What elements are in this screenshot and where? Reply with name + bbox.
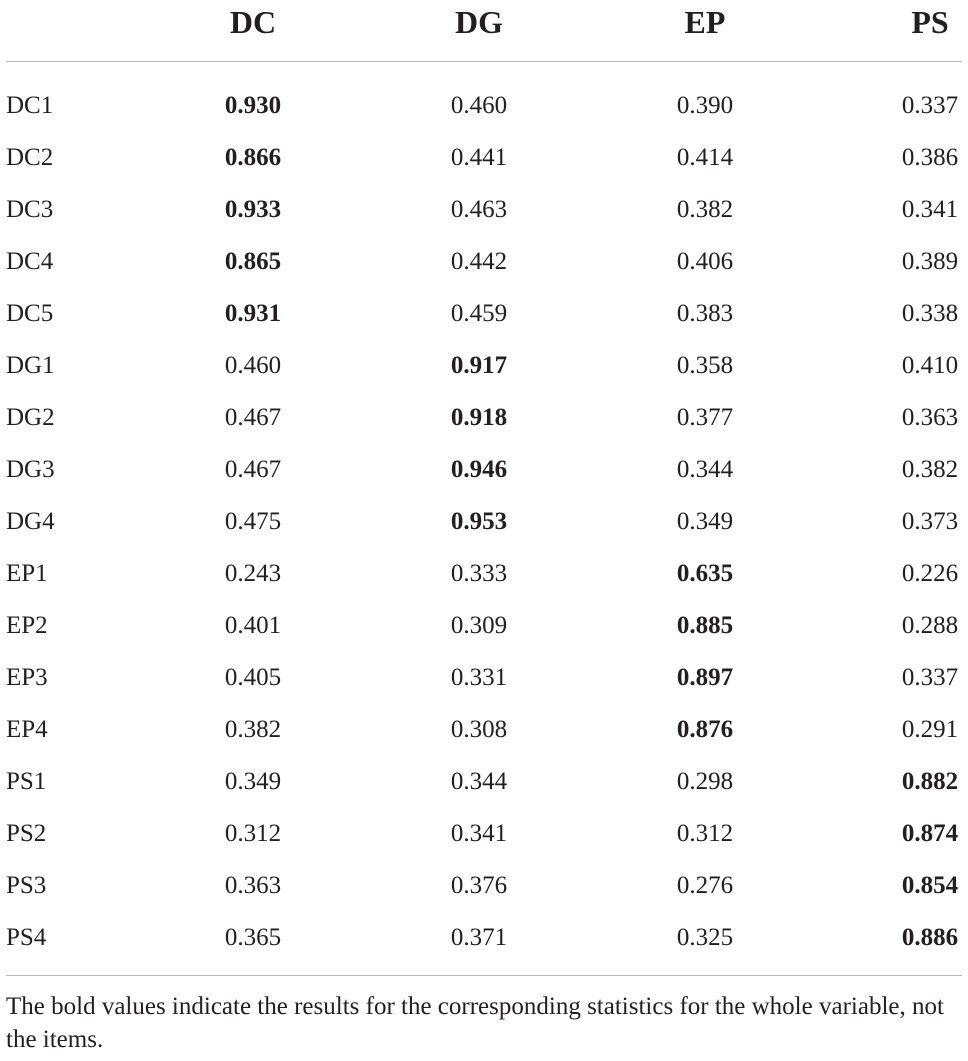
column-header-dc: DC bbox=[229, 4, 277, 40]
cell-dg: 0.331 bbox=[450, 664, 508, 691]
cell-ep: 0.312 bbox=[676, 820, 734, 847]
cell-dg: 0.308 bbox=[450, 716, 508, 743]
row-label: EP2 bbox=[6, 612, 48, 639]
table-header-row bbox=[0, 0, 968, 48]
cell-ps: 0.410 bbox=[901, 352, 959, 379]
cell-ps: 0.373 bbox=[901, 508, 959, 535]
table-row bbox=[0, 548, 968, 600]
cell-dg: 0.344 bbox=[450, 768, 508, 795]
cell-dc: 0.931 bbox=[224, 300, 282, 327]
cell-dg: 0.946 bbox=[450, 456, 508, 483]
table-row bbox=[0, 860, 968, 912]
cell-dc: 0.312 bbox=[224, 820, 282, 847]
cell-ps: 0.291 bbox=[901, 716, 959, 743]
cell-dc: 0.243 bbox=[224, 560, 282, 587]
cell-dg: 0.376 bbox=[450, 872, 508, 899]
cell-dc: 0.467 bbox=[224, 404, 282, 431]
row-label: EP4 bbox=[6, 716, 48, 743]
cell-ep: 0.876 bbox=[676, 716, 734, 743]
cell-dg: 0.442 bbox=[450, 248, 508, 275]
cell-ps: 0.389 bbox=[901, 248, 959, 275]
cell-dc: 0.460 bbox=[224, 352, 282, 379]
cell-ep: 0.325 bbox=[676, 924, 734, 951]
row-label: PS1 bbox=[6, 768, 47, 795]
cell-dg: 0.953 bbox=[450, 508, 508, 535]
cell-ps: 0.337 bbox=[901, 664, 959, 691]
table-row bbox=[0, 704, 968, 756]
cell-ep: 0.897 bbox=[676, 664, 734, 691]
cell-ps: 0.886 bbox=[901, 924, 959, 951]
cell-ep: 0.382 bbox=[676, 196, 734, 223]
row-label: PS3 bbox=[6, 872, 47, 899]
table-top-rule bbox=[6, 61, 962, 62]
column-header-ps: PS bbox=[911, 4, 949, 40]
table-bottom-rule bbox=[6, 975, 962, 976]
table-row bbox=[0, 600, 968, 652]
cell-dg: 0.441 bbox=[450, 144, 508, 171]
column-header-ep: EP bbox=[684, 4, 726, 40]
cell-dg: 0.917 bbox=[450, 352, 508, 379]
cell-ep: 0.406 bbox=[676, 248, 734, 275]
cell-ep: 0.298 bbox=[676, 768, 734, 795]
table-row bbox=[0, 496, 968, 548]
cell-ep: 0.358 bbox=[676, 352, 734, 379]
row-label: EP3 bbox=[6, 664, 48, 691]
cell-ep: 0.635 bbox=[676, 560, 734, 587]
cell-ep: 0.276 bbox=[676, 872, 734, 899]
table-row bbox=[0, 444, 968, 496]
table-row bbox=[0, 652, 968, 704]
cell-ep: 0.885 bbox=[676, 612, 734, 639]
cell-dc: 0.933 bbox=[224, 196, 282, 223]
cell-ps: 0.854 bbox=[901, 872, 959, 899]
cell-dc: 0.363 bbox=[224, 872, 282, 899]
row-label: DC4 bbox=[6, 248, 54, 275]
row-label: DC1 bbox=[6, 92, 54, 119]
cell-ps: 0.338 bbox=[901, 300, 959, 327]
table-row bbox=[0, 80, 968, 132]
cell-ep: 0.414 bbox=[676, 144, 734, 171]
cell-dg: 0.463 bbox=[450, 196, 508, 223]
cell-ps: 0.226 bbox=[901, 560, 959, 587]
row-label: DG3 bbox=[6, 456, 55, 483]
cell-dg: 0.459 bbox=[450, 300, 508, 327]
cell-ep: 0.383 bbox=[676, 300, 734, 327]
row-label: DC3 bbox=[6, 196, 54, 223]
cell-ps: 0.341 bbox=[901, 196, 959, 223]
cell-ep: 0.377 bbox=[676, 404, 734, 431]
cell-dc: 0.866 bbox=[224, 144, 282, 171]
cell-ps: 0.288 bbox=[901, 612, 959, 639]
cell-dg: 0.460 bbox=[450, 92, 508, 119]
cell-dc: 0.349 bbox=[224, 768, 282, 795]
cell-dg: 0.309 bbox=[450, 612, 508, 639]
table-row bbox=[0, 288, 968, 340]
cell-ep: 0.390 bbox=[676, 92, 734, 119]
cell-dc: 0.865 bbox=[224, 248, 282, 275]
cell-ep: 0.344 bbox=[676, 456, 734, 483]
table-footnote: The bold values indicate the results for the corresponding statistics for the whole variable, not the items. bbox=[6, 993, 944, 1053]
table-row bbox=[0, 808, 968, 860]
row-label: DG2 bbox=[6, 404, 55, 431]
table-row bbox=[0, 184, 968, 236]
cell-dg: 0.341 bbox=[450, 820, 508, 847]
cell-ps: 0.363 bbox=[901, 404, 959, 431]
table-row bbox=[0, 756, 968, 808]
table-row bbox=[0, 912, 968, 964]
row-label: EP1 bbox=[6, 560, 48, 587]
cell-dg: 0.371 bbox=[450, 924, 508, 951]
cell-dg: 0.333 bbox=[450, 560, 508, 587]
row-label: PS4 bbox=[6, 924, 47, 951]
cell-ep: 0.349 bbox=[676, 508, 734, 535]
cell-dc: 0.382 bbox=[224, 716, 282, 743]
cell-ps: 0.874 bbox=[901, 820, 959, 847]
cell-dc: 0.467 bbox=[224, 456, 282, 483]
cell-ps: 0.882 bbox=[901, 768, 959, 795]
cell-ps: 0.386 bbox=[901, 144, 959, 171]
row-label: DG1 bbox=[6, 352, 55, 379]
cell-dc: 0.405 bbox=[224, 664, 282, 691]
cell-ps: 0.337 bbox=[901, 92, 959, 119]
row-label: DG4 bbox=[6, 508, 55, 535]
cell-ps: 0.382 bbox=[901, 456, 959, 483]
cell-dc: 0.401 bbox=[224, 612, 282, 639]
cell-dc: 0.475 bbox=[224, 508, 282, 535]
table-row bbox=[0, 392, 968, 444]
row-label: DC2 bbox=[6, 144, 54, 171]
table-row bbox=[0, 132, 968, 184]
cell-dg: 0.918 bbox=[450, 404, 508, 431]
column-header-dg: DG bbox=[455, 4, 503, 40]
row-label: PS2 bbox=[6, 820, 47, 847]
row-label: DC5 bbox=[6, 300, 54, 327]
cell-dc: 0.365 bbox=[224, 924, 282, 951]
table-row bbox=[0, 236, 968, 288]
cell-dc: 0.930 bbox=[224, 92, 282, 119]
table-body bbox=[0, 80, 968, 964]
table-row bbox=[0, 340, 968, 392]
